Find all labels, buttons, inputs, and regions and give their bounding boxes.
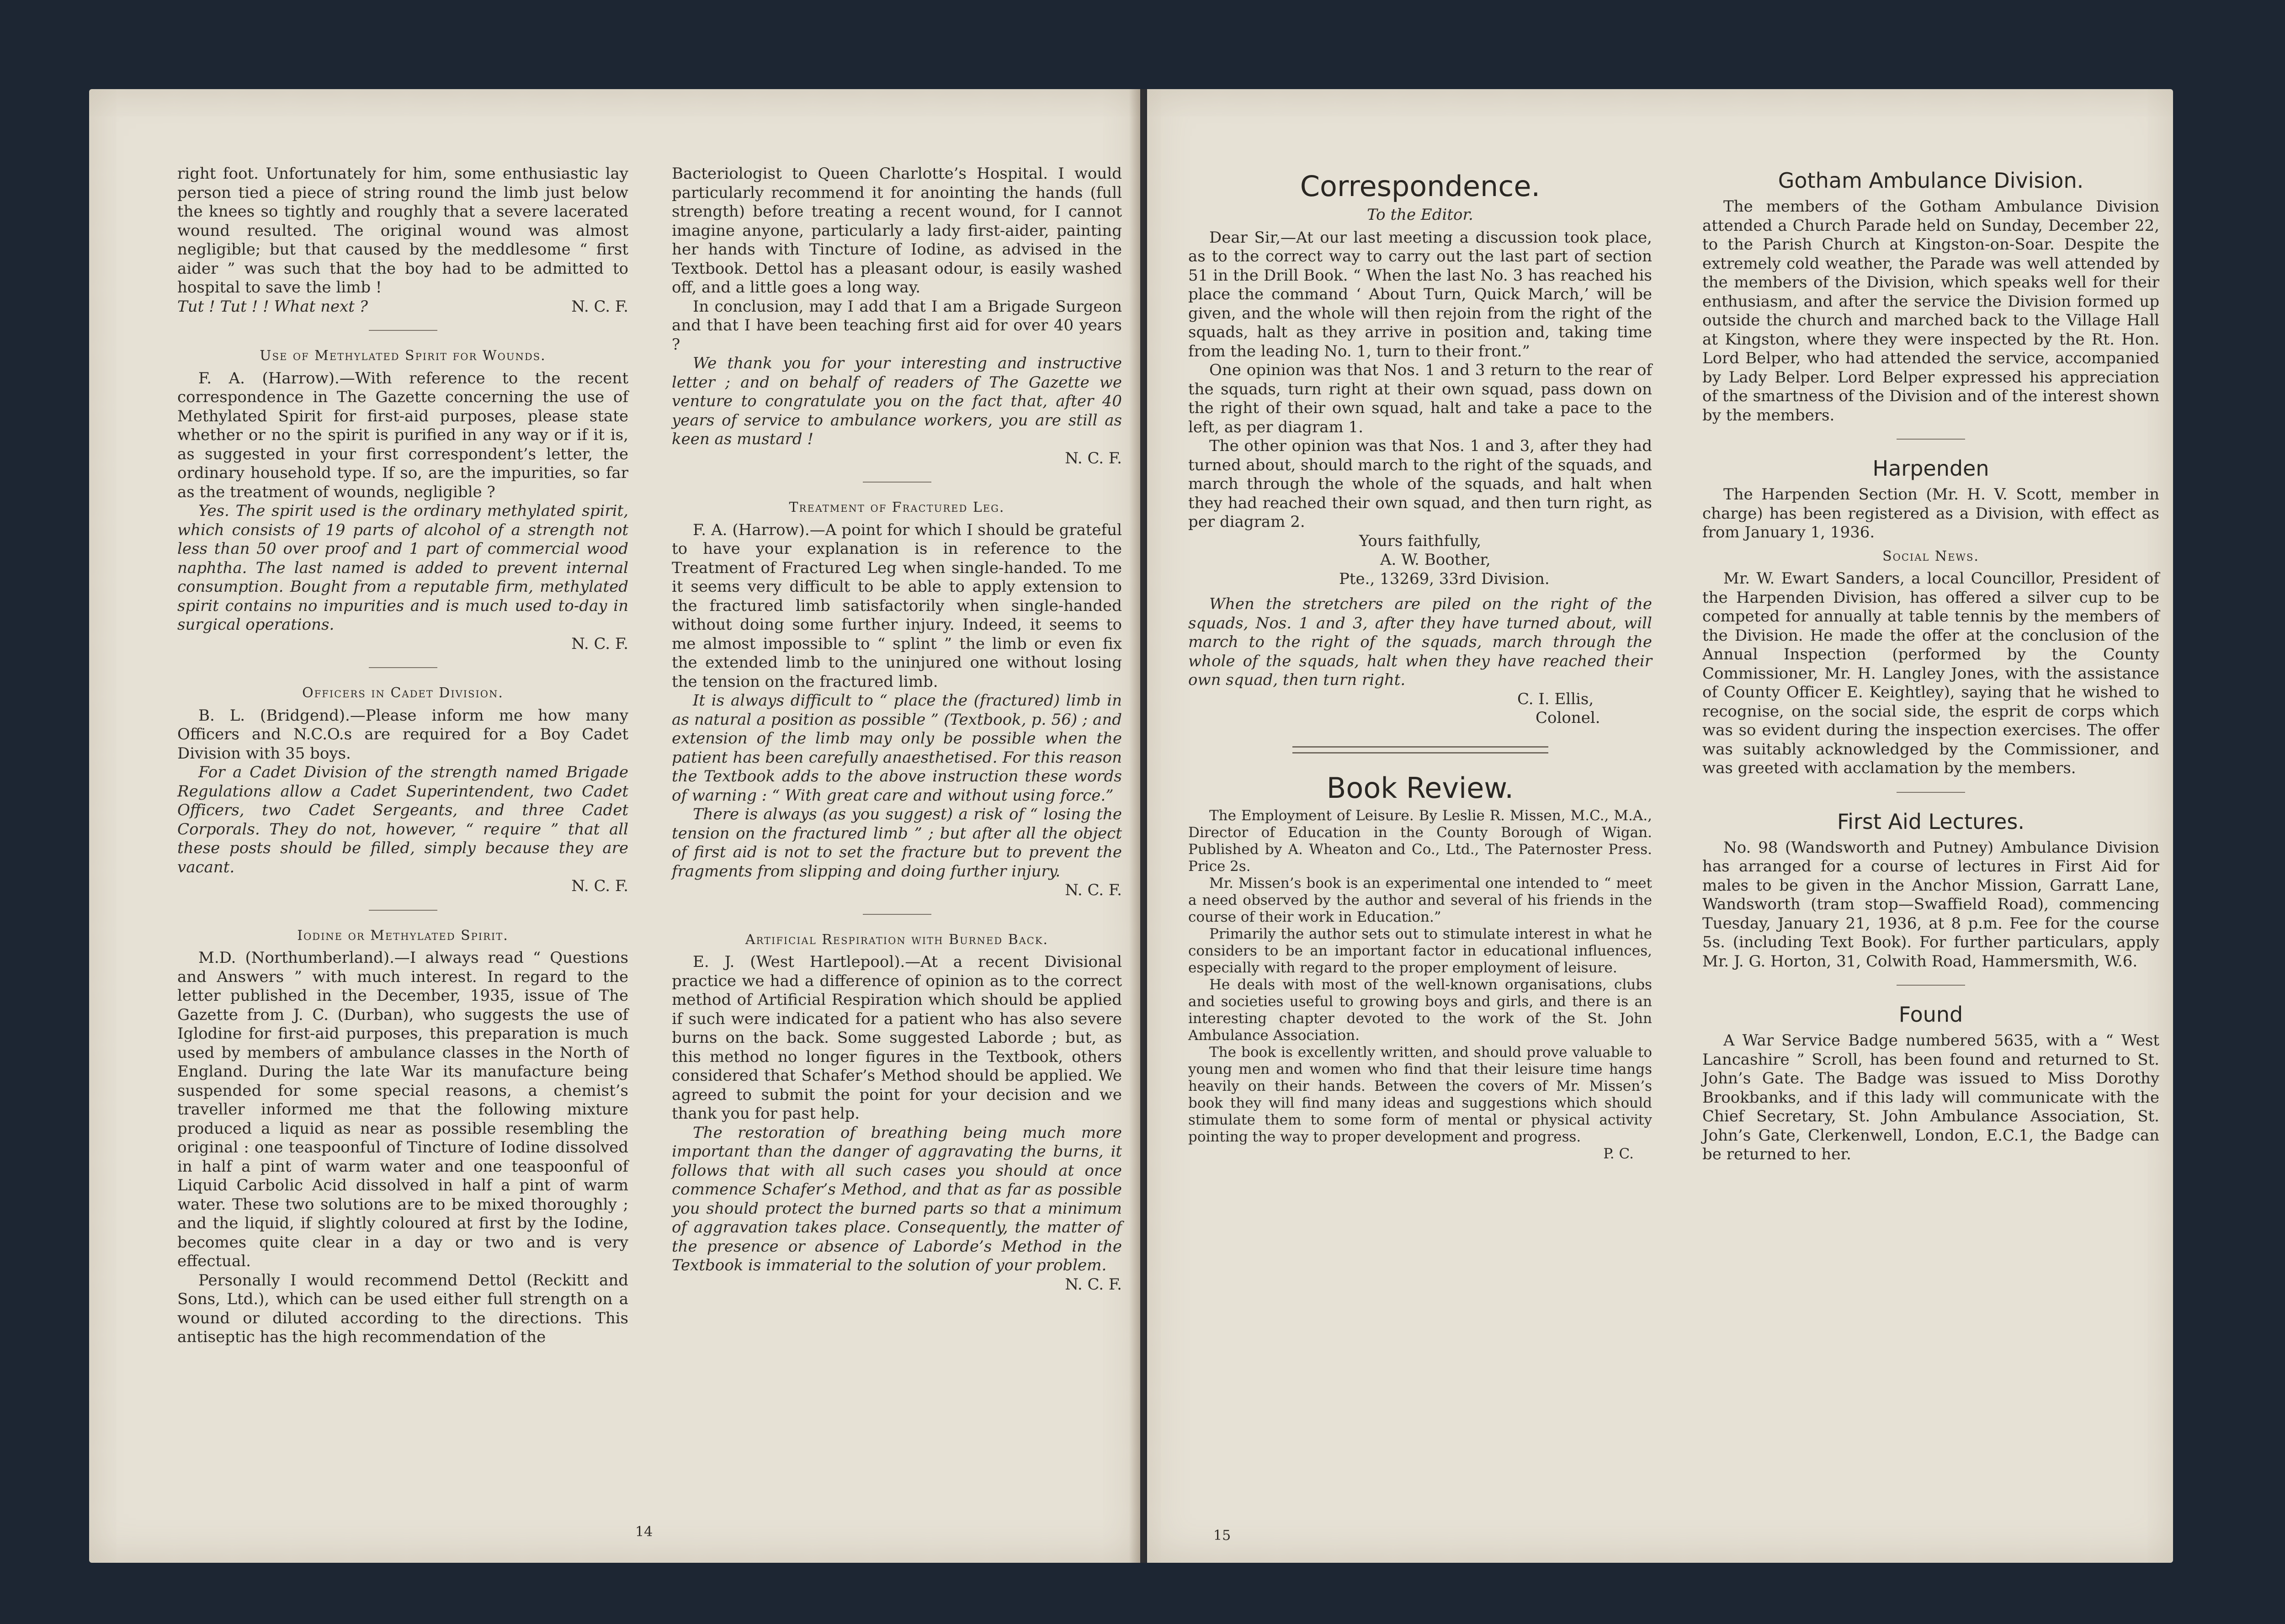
book-review-title: Book Review. — [1326, 771, 1514, 805]
right-column-1 — [1188, 165, 1652, 1162]
double-rule — [1292, 746, 1548, 754]
divider-rule — [369, 667, 437, 668]
reply-paragraph: Yes. The spirit used is the ordinary methylated spirit, which consists of 19 parts of alcohol of a strength not less than 50 over proof and 1 part of commercial wood naphtha. The last named is added to prevent internal consumption. Bought from a reputable firm, methylated spirit contains no impurities and is much used to-day in surgical operations. — [177, 502, 628, 634]
divider-rule — [863, 482, 931, 483]
letter-paragraph: F. A. (Harrow).—A point for which I should be grateful to have your explanation is in reference to the Treatment of Fractured Leg when single-handed. To me it seems very difficult to be able to apply extension to the fractured limb satisfactorily when single-handed without doing some further injury. Indeed, it seems to me almost impossible to “ splint ” the limb or even fix the extended limb to the uninjured one without losing the tension on the fractured limb. — [672, 520, 1122, 691]
reply-paragraph: There is always (as you suggest) a risk of “ losing the tension on the fractured limb ” ; but after all the object of first aid is not to set the fracture but to prevent the fragments from slipping and doing further injury. — [672, 805, 1122, 881]
right-page — [1147, 89, 2173, 1563]
left-column-2 — [672, 165, 1122, 1294]
divider-rule — [369, 330, 437, 331]
book-review — [1188, 807, 1652, 1162]
divider-rule — [1897, 985, 1965, 986]
divider-rule — [1897, 792, 1965, 793]
tut-signoff — [177, 297, 628, 317]
to-editor: To the Editor. — [1367, 206, 1473, 224]
letter-paragraph: One opinion was that Nos. 1 and 3 return to the rear of the squads, turn right at their own squad, pass down on the right of their own squad, halt and take a pace to the left, as per diagram 1. — [1188, 361, 1652, 436]
review-paragraph: He deals with most of the well-known organisations, clubs and societies useful to growing boys and girls, and there is an interesting chapter devoted to the work of the St. John Ambulance Association. — [1188, 976, 1652, 1044]
found-title: Found — [1898, 1002, 1963, 1027]
signature: N. C. F. — [571, 634, 628, 653]
social-news-heading: Social News. — [1882, 548, 1979, 564]
sender-name: A. W. Boother, — [1380, 551, 1491, 569]
page-number: 14 — [635, 1524, 653, 1540]
right-column-2 — [1702, 165, 2159, 1164]
signature: N. C. F. — [1065, 449, 1122, 467]
section-heading-iodine: Iodine or Methylated Spirit. — [297, 927, 509, 944]
tut-text: Tut ! Tut ! ! What next ? — [177, 297, 368, 316]
reply-paragraph: The restoration of breathing being much more important than the danger of aggravating the burns, it follows that with all such cases you should at once commence Schafer’s Method, and that as far as possible you should protect the burned parts so that a minimum of aggravation takes place. Consequently, the matter of the presence or absence of Laborde’s Method in the Textbook is immaterial to the solution of your problem. — [672, 1123, 1122, 1274]
signature: N. C. F. — [1065, 881, 1122, 899]
signature: P. C. — [1603, 1145, 1634, 1162]
letter-paragraph: B. L. (Bridgend).—Please inform me how many Officers and N.C.O.s are required for a Boy Cadet Division with 35 boys. — [177, 706, 628, 763]
page-number: 15 — [1213, 1528, 1231, 1544]
news-paragraph: The Harpenden Section (Mr. H. V. Scott, member in charge) has been registered as a Division, with effect as from January 1, 1936. — [1702, 485, 2159, 541]
reply-name: C. I. Ellis, — [1517, 690, 1594, 708]
signature: N. C. F. — [571, 297, 628, 316]
section-heading-burned-back: Artificial Respiration with Burned Back. — [745, 931, 1049, 948]
harpenden-title: Harpenden — [1872, 456, 1989, 481]
news-paragraph: A War Service Badge numbered 5635, with a “ West Lancashire ” Scroll, has been found and returned to St. John’s Gate. The Badge was issued to Miss Dorothy Brookbanks, and if this lady will communicate with the Chief Secretary, St. John Ambulance Association, St. John’s Gate, Clerkenwell, London, E.C.1, the Badge can be returned to her. — [1702, 1031, 2159, 1163]
gotham-title: Gotham Ambulance Division. — [1778, 168, 2084, 193]
closing-line: Yours faithfully, — [1359, 531, 1482, 550]
letter-paragraph: Personally I would recommend Dettol (Reckitt and Sons, Ltd.), which can be used either full strength on a wound or diluted according to the directions. This antiseptic has the high recommendation of the — [177, 1271, 628, 1346]
correspondence-title: Correspondence. — [1300, 170, 1541, 203]
letter-paragraph: F. A. (Harrow).—With reference to the recent correspondence in The Gazette concerning the use of Methylated Spirit for first-aid purposes, please state whether or no the spirit is purified in any way or if it is, as suggested in your first correspondent’s letter, the ordinary household type. If so, are the impurities, so far as the treatment of wounds, negligible ? — [177, 369, 628, 501]
signature: N. C. F. — [1065, 1275, 1122, 1294]
review-paragraph: The book is excellently written, and should prove valuable to young men and women who find that their leisure time hangs heavily on their hands. Between the covers of Mr. Missen’s book they will find many ideas and suggestions which should stimulate them to some form of mental or physical activity pointing the way to proper development and progress. — [1188, 1044, 1652, 1145]
section-heading-fracture: Treatment of Fractured Leg. — [789, 499, 1005, 515]
divider-rule — [369, 910, 437, 911]
review-paragraph: Mr. Missen’s book is an experimental one intended to “ meet a need observed by the author and several of his friends in the course of their work in Education.” — [1188, 875, 1652, 925]
letter-paragraph: In conclusion, may I add that I am a Brigade Surgeon and that I have been teaching first aid for over 40 years ? — [672, 297, 1122, 354]
divider-rule — [1897, 439, 1965, 440]
left-column-1 — [177, 165, 628, 1347]
news-paragraph: The members of the Gotham Ambulance Division attended a Church Parade held on Sunday, December 22, to the Parish Church at Kingston-on-Soar. Despite the extremely cold weather, the Parade was well attended by the members of the Division, which speaks well for their enthusiasm, and after the service the Division formed up outside the church and marched back to the Village Hall at Kingston, where they were inspected by the Rt. Hon. Lord Belper, who had attended the service, accompanied by Lady Belper. Lord Belper expressed his appreciation of the smartness of the Division and of the interest shown by the members. — [1702, 197, 2159, 425]
signature: N. C. F. — [571, 877, 628, 895]
letter-paragraph: The other opinion was that Nos. 1 and 3, after they had turned about, should march to the right of the squads, and march through the whole of the squads, and halt when they had reached their own squad, and then turn right, as per diagram 2. — [1188, 437, 1652, 531]
reply-paragraph: For a Cadet Division of the strength named Brigade Regulations allow a Cadet Superintendent, two Cadet Officers, two Cadet Sergeants, and three Cadet Corporals. They do not, however, “ require ” that all these posts should be filled, simply because they are vacant. — [177, 763, 628, 876]
reply-paragraph: When the stretchers are piled on the right of the squads, Nos. 1 and 3, after they have turned about, will march to the right of the squads, march through the whole of the squads, halt when they have reached their own squad, then turn right. — [1188, 595, 1652, 689]
book-entry: The Employment of Leisure. By Leslie R. Missen, M.C., M.A., Director of Education in the County Borough of Wigan. Published by A. Wheaton and Co., Ltd., The Paternoster Press. Price 2s. — [1188, 807, 1652, 875]
letter-paragraph: E. J. (West Hartlepool).—At a recent Divisional practice we had a difference of opinion as to the correct method of Artificial Respiration which should be applied if such were indicated for a patient who has also severe burns on the back. Some suggested Laborde ; but, as this method no longer figures in the Textbook, others considered that Schafer’s Method should be applied. We agreed to submit the point for your decision and we thank you for past help. — [672, 953, 1122, 1123]
reply-paragraph: It is always difficult to “ place the (fractured) limb in as natural a position as possible ” (Textbook, p. 56) ; and extension of the limb may only be possible when the patient has been carefully anaesthetised. For this reason the Textbook adds to the above instruction these words of warning : “ With great care and without using force.” — [672, 691, 1122, 805]
letter-paragraph: M.D. (Northumberland).—I always read “ Questions and Answers ” with much interest. In regard to the letter published in the December, 1935, issue of The Gazette from J. C. (Durban), who suggests the use of Iglodine for first-aid purposes, this preparation is much used by members of ambulance classes in the North of England. During the late War its manufacture being suspended for some special reasons, a chemist’s traveller informed me that the following mixture produced a liquid as near as possible resembling the original : one teaspoonful of Tincture of Iodine dissolved in half a pint of warm water and one teaspoonful of Liquid Carbolic Acid dissolved in half a pint of warm water. These two solutions are to be mixed thoroughly ; and the liquid, if slightly coloured at first by the Iodine, becomes quite clear in a day or two and is very effectual. — [177, 949, 628, 1270]
section-heading-methylated: Use of Methylated Spirit for Wounds. — [260, 348, 546, 364]
left-page — [89, 89, 1140, 1563]
sender-rank: Pte., 13269, 33rd Division. — [1339, 569, 1550, 588]
review-paragraph: Primarily the author sets out to stimulate interest in what he considers to be an important factor in educational influences, especially with regard to the proper employment of leisure. — [1188, 925, 1652, 976]
letter-paragraph: Dear Sir,—At our last meeting a discussion took place, as to the correct way to carry out the last part of section 51 in the Drill Book. “ When the last No. 3 has reached his place the command ‘ About Turn, Quick March,’ will be given, and the whole will then rejoin from the right of the squads, halt as they arrive in position and, taking time from the leading No. 1, turn to their front.” — [1188, 228, 1652, 361]
news-paragraph: Mr. W. Ewart Sanders, a local Councillor, President of the Harpenden Division, has offered a silver cup to be competed for annually at table tennis by the members of the Division. He made the offer at the conclusion of the Annual Inspection (performed by the County Commissioner, Mr. H. Langley Jones, with the assistance of County Officer E. Keightley), saying that he wished to recognise, on the social side, the esprit de corps which was so evident during the inspection exercises. The offer was suitably acknowledged by the Commissioner, and was greeted with acclamation by the members. — [1702, 569, 2159, 777]
continued-paragraph: Bacteriologist to Queen Charlotte’s Hospital. I would particularly recommend it for anointing the hands (full strength) before treating a recent wound, for I cannot imagine anyone, particularly a lady first-aider, painting her hands with Tincture of Iodine, as advised in the Textbook. Dettol has a pleasant odour, is easily washed off, and a little goes a long way. — [672, 165, 1122, 297]
continued-paragraph: right foot. Unfortunately for him, some enthusiastic lay person tied a piece of string round the limb just below the knees so tightly and roughly that a severe lacerated wound resulted. The original wound was almost negligible; but that caused by the meddlesome “ first aider ” was such that the boy had to be admitted to hospital to save the limb ! — [177, 165, 628, 297]
divider-rule — [863, 914, 931, 915]
news-paragraph: No. 98 (Wandsworth and Putney) Ambulance Division has arranged for a course of lectures in First Aid for males to be given in the Anchor Mission, Garratt Lane, Wandsworth (tram stop—Swaffield Road), commencing Tuesday, January 21, 1936, at 8 p.m. Fee for the course 5s. (including Text Book). For further particulars, apply Mr. J. G. Horton, 31, Colwith Road, Hammersmith, W.6. — [1702, 838, 2159, 971]
first-aid-lectures-title: First Aid Lectures. — [1837, 809, 2025, 834]
section-heading-cadet: Officers in Cadet Division. — [302, 685, 504, 701]
reply-paragraph: We thank you for your interesting and instructive letter ; and on behalf of readers of The Gazette we venture to congratulate you on the fact that, after 40 years of service to ambulance workers, you are still as keen as mustard ! — [672, 354, 1122, 448]
reply-rank: Colonel. — [1536, 709, 1600, 727]
